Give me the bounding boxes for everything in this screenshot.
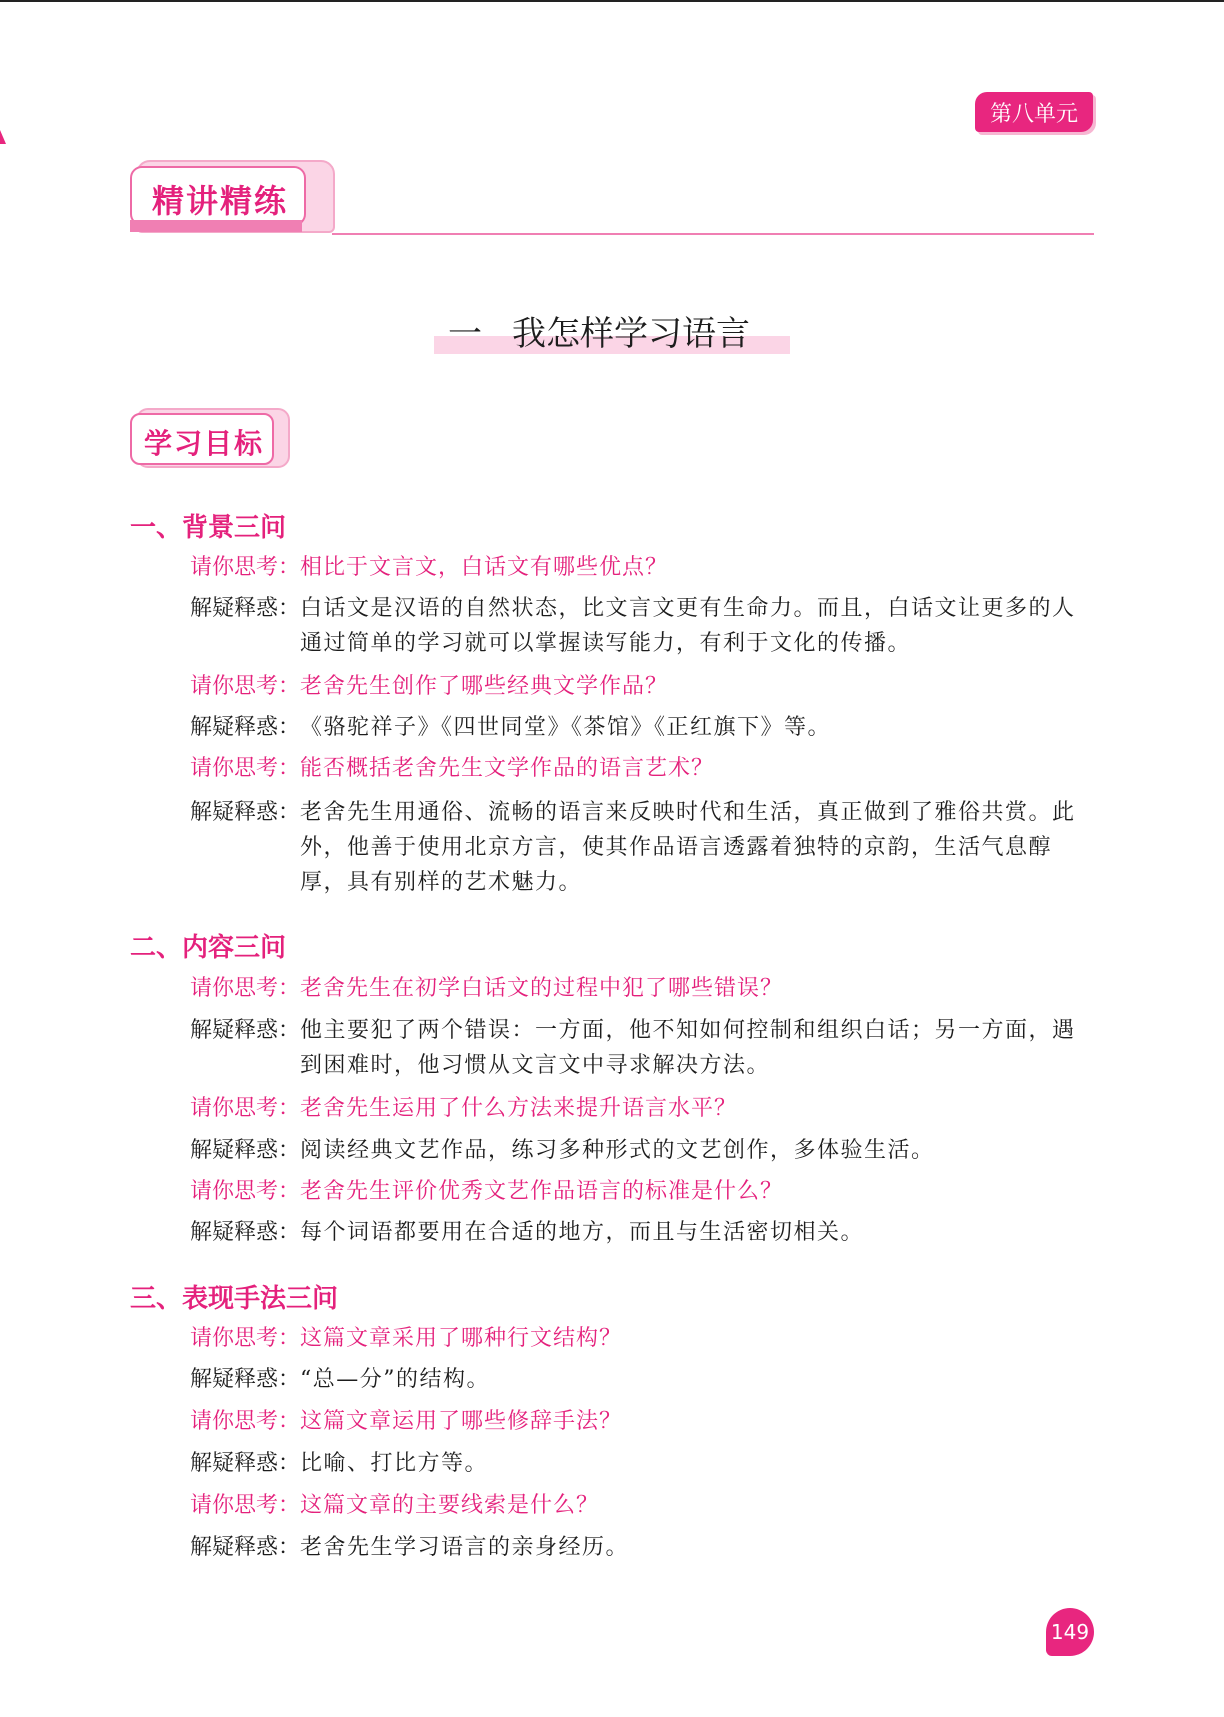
answer — [190, 795, 1100, 900]
answer-label: 解疑释惑： — [190, 715, 301, 740]
answer-text: 老舍先生用通俗、流畅的语言来反映时代和生活，真正做到了雅俗共赏。此外，他善于使用北京方言，使其作品语言透露着独特的京韵，生活气息醇厚，具有别样的艺术魅力。 — [300, 800, 1076, 895]
answer — [190, 710, 1100, 745]
answer — [190, 1530, 1100, 1565]
lesson-number: 一 — [448, 314, 482, 354]
answer-text: 老舍先生学习语言的亲身经历。 — [300, 1535, 630, 1560]
question-label: 请你思考： — [190, 1326, 301, 1351]
question-text: 老舍先生在初学白话文的过程中犯了哪些错误？ — [300, 976, 784, 1001]
question — [190, 670, 1090, 704]
answer — [190, 1215, 1100, 1250]
unit-badge: 第八单元 — [975, 92, 1093, 132]
question-label: 请你思考： — [190, 1179, 301, 1204]
answer-text: 比喻、打比方等。 — [300, 1451, 489, 1476]
question-text: 老舍先生评价优秀文艺作品语言的标准是什么？ — [300, 1179, 784, 1204]
lesson-title-text — [448, 306, 750, 355]
answer-text: 他主要犯了两个错误：一方面，他不知如何控制和组织白话；另一方面，遇到困难时，他习惯从文言文中寻求解决方法。 — [300, 1018, 1076, 1078]
question — [190, 551, 1090, 585]
question-label: 请你思考： — [190, 976, 301, 1001]
answer-text: 阅读经典文艺作品，练习多种形式的文艺创作，多体验生活。 — [300, 1138, 935, 1163]
question — [190, 1489, 1090, 1523]
question — [190, 1405, 1090, 1439]
side-tab-mark — [0, 130, 6, 144]
answer-text: “总—分”的结构。 — [300, 1367, 491, 1392]
question — [190, 1092, 1090, 1126]
section-heading-content: 二、内容三问 — [130, 933, 287, 963]
answer-label: 解疑释惑： — [190, 1367, 301, 1392]
answer-label: 解疑释惑： — [190, 1451, 301, 1476]
answer — [190, 1133, 1100, 1168]
question-text: 这篇文章的主要线索是什么？ — [300, 1493, 600, 1518]
section-tab — [130, 160, 335, 233]
question-label: 请你思考： — [190, 756, 301, 781]
question — [190, 1322, 1090, 1356]
question — [190, 1175, 1090, 1209]
answer — [190, 1013, 1100, 1083]
section-heading-techniques: 三、表现手法三问 — [130, 1284, 339, 1314]
page-number: 149 — [1046, 1608, 1094, 1656]
lesson-title — [434, 306, 790, 352]
question-text: 老舍先生创作了哪些经典文学作品？ — [300, 674, 669, 699]
question-label: 请你思考： — [190, 555, 301, 580]
answer-label: 解疑释惑： — [190, 1138, 301, 1163]
question-label: 请你思考： — [190, 1409, 301, 1434]
answer — [190, 591, 1100, 661]
question — [190, 972, 1090, 1006]
question-label: 请你思考： — [190, 1493, 301, 1518]
answer-label: 解疑释惑： — [190, 1220, 301, 1245]
answer-label: 解疑释惑： — [190, 1018, 301, 1043]
section-rule — [332, 233, 1094, 235]
goals-tab-label: 学习目标 — [144, 427, 265, 460]
question-label: 请你思考： — [190, 674, 301, 699]
question-text: 老舍先生运用了什么方法来提升语言水平？ — [300, 1096, 738, 1121]
answer-label: 解疑释惑： — [190, 1535, 301, 1560]
question-text: 这篇文章运用了哪些修辞手法？ — [300, 1409, 623, 1434]
answer-text: 《骆驼祥子》《四世同堂》《茶馆》《正红旗下》等。 — [300, 715, 832, 740]
answer-text: 白话文是汉语的自然状态，比文言文更有生命力。而且，白话文让更多的人通过简单的学习就可以掌握读写能力，有利于文化的传播。 — [300, 596, 1076, 656]
answer — [190, 1362, 1100, 1397]
question-label: 请你思考： — [190, 1096, 301, 1121]
top-rule — [0, 0, 1224, 2]
section-heading-background: 一、背景三问 — [130, 513, 287, 543]
answer-label: 解疑释惑： — [190, 800, 301, 825]
question-text: 这篇文章采用了哪种行文结构？ — [300, 1326, 623, 1351]
question-text: 能否概括老舍先生文学作品的语言艺术？ — [300, 756, 715, 781]
question — [190, 752, 1090, 786]
answer-text: 每个词语都要用在合适的地方，而且与生活密切相关。 — [300, 1220, 865, 1245]
answer — [190, 1446, 1100, 1481]
lesson-name: 我怎样学习语言 — [512, 314, 750, 354]
goals-tab — [130, 408, 290, 468]
answer-label: 解疑释惑： — [190, 596, 301, 621]
section-tab-label: 精讲精练 — [152, 182, 289, 220]
question-text: 相比于文言文，白话文有哪些优点？ — [300, 555, 669, 580]
